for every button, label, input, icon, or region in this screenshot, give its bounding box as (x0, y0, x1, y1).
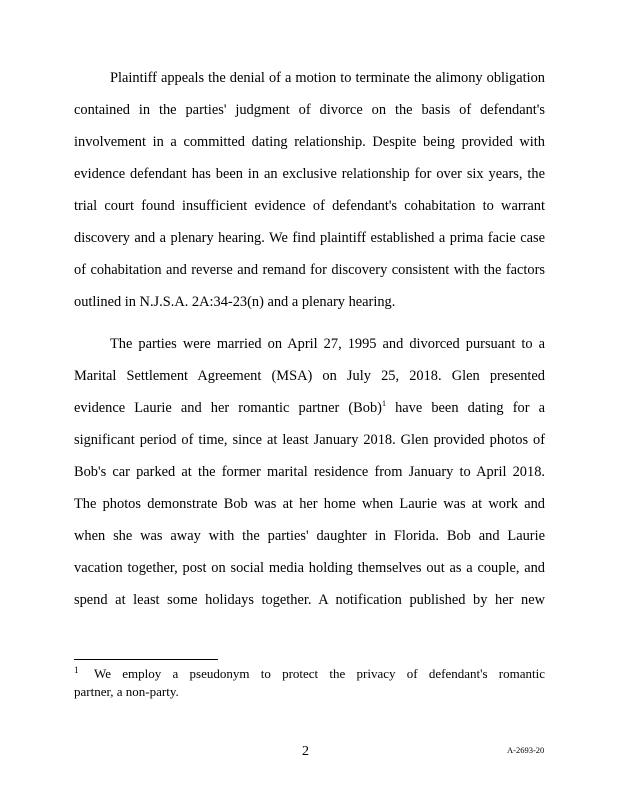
footnote-line: 1 We employ a pseudonym to protect the privacy of defendant's romantic (74, 664, 545, 681)
text-line: spend at least some holidays together. A notification published by her new (74, 592, 545, 608)
footnote-separator (74, 659, 218, 660)
text-line: The parties were married on April 27, 1995 and divorced pursuant to a (110, 336, 545, 352)
text-line: The photos demonstrate Bob was at her home when Laurie was at work and (74, 496, 545, 512)
footnote-reference[interactable]: 1 (381, 399, 386, 409)
text-line: discovery and a plenary hearing. We find plaintiff established a prima facie case (74, 230, 545, 246)
footnote-line: partner, a non-party. (74, 684, 179, 699)
text-line-with-footnote (74, 392, 545, 424)
text-line: trial court found insufficient evidence of defendant's cohabitation to warrant (74, 198, 545, 214)
text-line: significant period of time, since at least January 2018. Glen provided photos of (74, 432, 545, 448)
text-fragment: evidence Laurie and her romantic partner (Bob) (74, 400, 382, 416)
text-line: contained in the parties' judgment of divorce on the basis of defendant's (74, 102, 545, 118)
footnote (74, 665, 545, 701)
page-number: 2 (302, 744, 309, 759)
text-line: of cohabitation and reverse and remand for discovery consistent with the factors (74, 262, 545, 278)
text-line: Plaintiff appeals the denial of a motion to terminate the alimony obligation (110, 70, 545, 86)
text-line: when she was away with the parties' daughter in Florida. Bob and Laurie (74, 528, 545, 544)
paragraph-2 (74, 328, 545, 616)
paragraph-1 (74, 62, 545, 318)
text-fragment: have been dating for a (385, 400, 545, 416)
text-line: involvement in a committed dating relationship. Despite being provided with (74, 134, 545, 150)
text-line: Marital Settlement Agreement (MSA) on July 25, 2018. Glen presented (74, 368, 545, 384)
text-line: Bob's car parked at the former marital residence from January to April 2018. (74, 464, 545, 480)
footnote-text: We employ a pseudonym to protect the privacy of defendant's romantic (94, 666, 545, 681)
text-line: evidence defendant has been in an exclusive relationship for over six years, the (74, 166, 545, 182)
text-line: vacation together, post on social media holding themselves out as a couple, and (74, 560, 545, 576)
docket-number: A-2693-20 (507, 745, 545, 755)
text-line: outlined in N.J.S.A. 2A:34-23(n) and a plenary hearing. (74, 294, 396, 310)
